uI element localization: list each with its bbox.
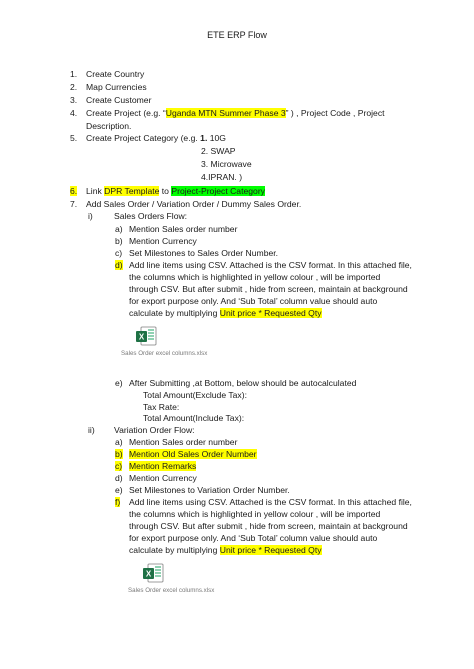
item-text-line: through CSV. But after submit , hide from screen, maintain at background	[129, 284, 408, 294]
item-text-line: Add line items using CSV. Attached is the CSV format. In this attached file,	[129, 260, 412, 270]
step-number: 6.	[70, 186, 78, 196]
total-line: Total Amount(Include Tax):	[143, 413, 245, 423]
item-letter: b)	[115, 236, 123, 246]
step-number: 1.	[70, 69, 78, 79]
item-text-line: the columns which is highlighted in yellow colour , will be imported	[129, 509, 381, 519]
item-text-line: calculate by multiplying Unit price * Requested Qty	[129, 545, 322, 555]
item-text: Mention Remarks	[129, 461, 197, 471]
excel-attachment[interactable]	[121, 325, 208, 369]
item-text: Set Milestones to Sales Order Number.	[129, 248, 279, 258]
item-letter: c)	[115, 461, 123, 471]
item-letter: a)	[115, 224, 123, 234]
item-text: Mention Old Sales Order Number	[129, 449, 257, 459]
item-letter: d)	[115, 473, 123, 483]
step-number: 3.	[70, 95, 78, 105]
subsection-number: ii)	[88, 425, 95, 435]
item-text: Mention Currency	[129, 236, 197, 246]
item-text-line: through CSV. But after submit , hide from screen, maintain at background	[129, 521, 408, 531]
excel-file-icon	[135, 325, 157, 347]
svg-text:X: X	[145, 569, 152, 579]
formula-highlight: Unit price * Requested Qty	[219, 545, 322, 555]
total-line: Total Amount(Exclude Tax):	[143, 390, 247, 400]
project-category-highlight: Project-Project Category	[171, 186, 265, 196]
excel-attachment[interactable]	[128, 562, 215, 606]
step-text: Create Project (e.g. “Uganda MTN Summer Phase 3” ) , Project Code , Project	[86, 108, 385, 118]
item-text: Mention Currency	[129, 473, 197, 483]
dpr-template-highlight: DPR Template	[104, 186, 160, 196]
item-letter: e)	[115, 378, 123, 388]
item-text: Mention Sales order number	[129, 224, 238, 234]
item-letter: e)	[115, 485, 123, 495]
item-text-line: for export purpose only. And ‘Sub Total’ column value should auto	[129, 296, 378, 306]
step-text: Link DPR Template to Project-Project Category	[86, 186, 265, 196]
category-item: 3. Microwave	[201, 159, 252, 169]
svg-text:X: X	[138, 332, 145, 342]
step-number: 2.	[70, 82, 78, 92]
item-text: After Submitting ,at Bottom, below should be autocalculated	[129, 378, 357, 388]
item-letter: b)	[115, 449, 123, 459]
item-text-line: calculate by multiplying Unit price * Requested Qty	[129, 308, 322, 318]
step-number: 5.	[70, 133, 78, 143]
step-number: 7.	[70, 199, 78, 209]
step-text: Create Country	[86, 69, 145, 79]
item-text: Mention Sales order number	[129, 437, 238, 447]
step-number: 4.	[70, 108, 78, 118]
category-item: 4.IPRAN. )	[201, 172, 243, 182]
subsection-number: i)	[88, 211, 93, 221]
step-text: Create Project Category (e.g. 1. 10G	[86, 133, 226, 143]
attachment-caption: Sales Order excel columns.xlsx	[121, 350, 208, 357]
item-text-line: for export purpose only. And ‘Sub Total’ column value should auto	[129, 533, 378, 543]
item-letter: f)	[115, 497, 121, 507]
category-item: 2. SWAP	[201, 146, 236, 156]
subsection-title: Sales Orders Flow:	[114, 211, 188, 221]
step-text: Create Customer	[86, 95, 152, 105]
total-line: Tax Rate:	[143, 402, 180, 412]
item-text-line: the columns which is highlighted in yellow colour , will be imported	[129, 272, 381, 282]
highlighted-project-name: Uganda MTN Summer Phase 3	[165, 108, 286, 118]
formula-highlight: Unit price * Requested Qty	[219, 308, 322, 318]
step-text: Add Sales Order / Variation Order / Dummy Sales Order.	[86, 199, 302, 209]
item-text-line: Add line items using CSV. Attached is the CSV format. In this attached file,	[129, 497, 412, 507]
step-text: Map Currencies	[86, 82, 147, 92]
attachment-caption: Sales Order excel columns.xlsx	[128, 587, 215, 594]
step-text-continued: Description.	[86, 121, 132, 131]
item-text: Set Milestones to Variation Order Number.	[129, 485, 290, 495]
excel-file-icon	[142, 562, 164, 584]
item-letter: d)	[115, 260, 123, 270]
item-letter: a)	[115, 437, 123, 447]
item-letter: c)	[115, 248, 123, 258]
document-title: ETE ERP Flow	[207, 30, 267, 40]
subsection-title: Variation Order Flow:	[114, 425, 195, 435]
